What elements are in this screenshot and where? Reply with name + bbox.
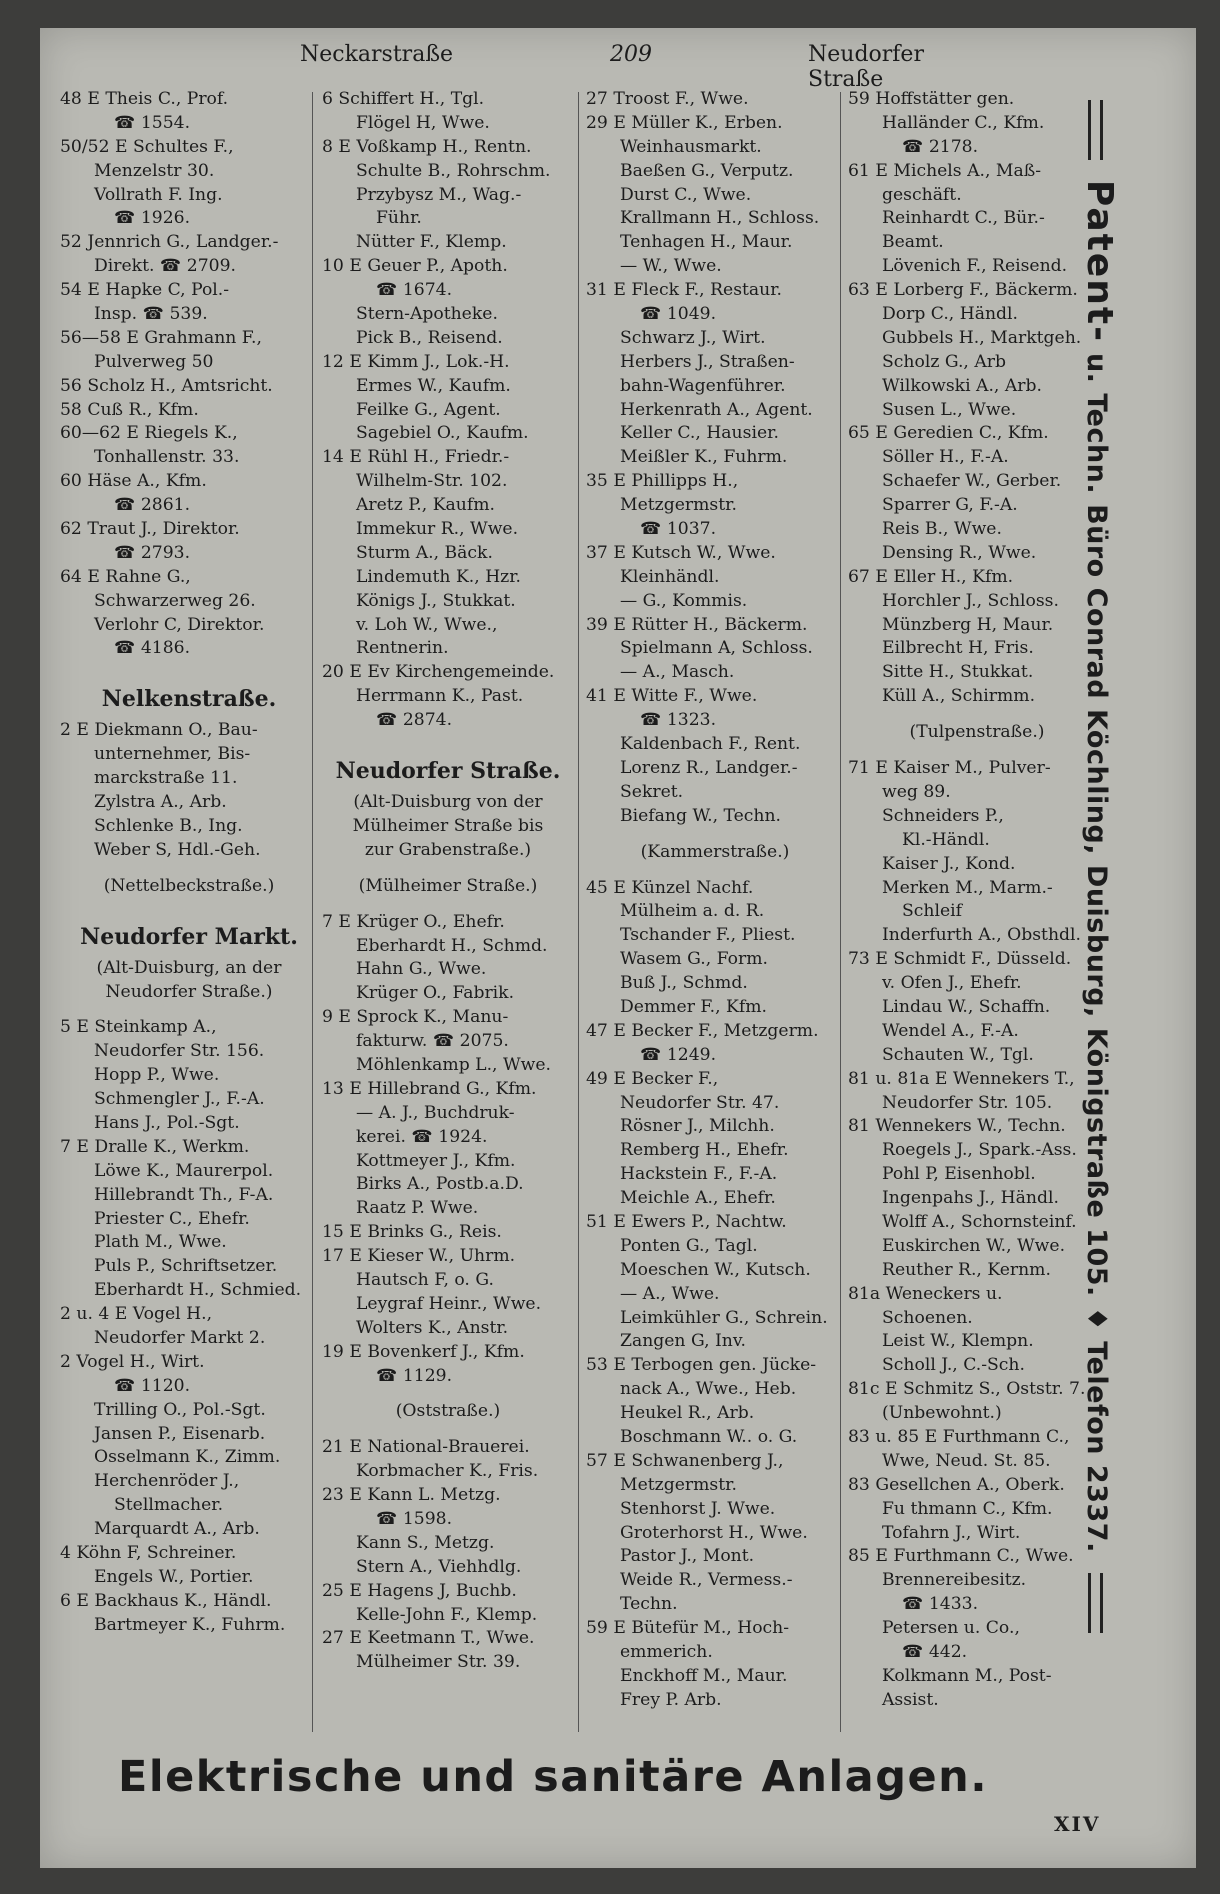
directory-entry: 39 E Rütter H., Bäckerm. [586,614,808,635]
directory-entry: Wendel A., F.-A. [882,1020,1019,1041]
directory-entry: Insp. ☎ 539. [94,304,208,325]
directory-entry: 62 Traut J., Direktor. [60,519,240,540]
directory-entry: v. Loh W., Wwe., [356,614,498,635]
directory-entry: Küll A., Schirmm. [882,686,1036,707]
street-note: (Tulpenstraße.) [909,722,1045,743]
directory-entry: 10 E Geuer P., Apoth. [322,256,508,277]
directory-entry: Weide R., Vermess.- [620,1570,793,1591]
directory-entry: Osselmann K., Zimm. [94,1447,281,1468]
directory-entry: Wolff A., Schornsteinf. [882,1211,1077,1232]
directory-entry: Zylstra A., Arb. [94,792,227,813]
directory-entry: Heukel R., Arb. [620,1403,755,1424]
directory-entry: Rösner J., Milchh. [620,1116,775,1137]
spacer [322,733,574,745]
directory-entry: 2 u. 4 E Vogel H., [60,1304,213,1325]
directory-entry: Sitte H., Stukkat. [882,662,1034,683]
directory-entry: 35 E Phillipps H., [586,471,739,492]
directory-entry: Tschander F., Pliest. [620,925,796,946]
directory-entry: 64 E Rahne G., [60,566,191,587]
directory-entry: ☎ 1674. [376,280,453,301]
directory-entry: Pick B., Reisend. [356,327,503,348]
directory-entry: Meißler K., Fuhrm. [620,447,788,468]
directory-entry: 29 E Müller K., Erben. [586,112,783,133]
directory-entry: Immekur R., Wwe. [356,519,519,540]
directory-entry: Ermes W., Kaufm. [356,375,511,396]
directory-entry: 85 E Furthmann C., Wwe. [848,1546,1074,1567]
directory-entry: — A., Masch. [620,662,735,683]
directory-entry: Zangen G, Inv. [620,1331,747,1352]
directory-entry: Weinhausmarkt. [620,136,762,157]
directory-entry: 8 E Voßkamp H., Rentn. [322,136,532,157]
directory-entry: 23 E Kann L. Metzg. [322,1485,501,1506]
directory-entry: Meichle A., Ehefr. [620,1188,776,1209]
directory-entry: Herbers J., Straßen- [620,351,795,372]
directory-entry: Neudorfer Str. 105. [882,1092,1053,1113]
directory-entry: v. Ofen J., Ehefr. [882,973,1022,994]
directory-entry: 59 Hoffstätter gen. [848,89,1015,109]
directory-entry: Hillebrandt Th., F-A. [94,1184,274,1205]
street-heading: Nelkenstraße. [101,686,277,713]
directory-entry: Wolters K., Anstr. [356,1317,509,1338]
directory-entry: Demmer F., Kfm. [620,996,767,1017]
directory-entry: ☎ 1129. [376,1365,453,1386]
directory-entry: Sekret. [620,781,684,802]
page-code: XIV [1054,1812,1101,1836]
directory-entry: Leimkühler G., Schrein. [620,1307,828,1328]
spacer [586,865,844,877]
side-ad-title: Patent- [1079,179,1120,344]
directory-entry: ☎ 1926. [114,208,191,229]
directory-entry: Schneiders P., [882,805,1004,826]
directory-entry: ☎ 1120. [114,1375,191,1396]
directory-entry: Frey P. Arb. [620,1689,722,1710]
page-number: 209 [610,42,652,67]
directory-entry: 9 E Sprock K., Manu- [322,1007,509,1028]
directory-entry: weg 89. [882,781,951,802]
directory-entry: Eilbrecht H, Fris. [882,638,1034,659]
directory-entry: 59 E Bütefür M., Hoch- [586,1618,790,1639]
directory-entry: — G., Kommis. [620,590,748,611]
directory-entry: Scholz G., Arb [882,351,1006,372]
directory-entry: Kaldenbach F., Rent. [620,734,801,755]
directory-entry: Kleinhändl. [620,566,720,587]
directory-entry: Mülheim a. d. R. [620,901,765,922]
directory-entry: 4 Köhn F, Schreiner. [60,1542,237,1563]
directory-entry: ☎ 2793. [114,542,191,563]
directory-entry: Euskirchen W., Wwe. [882,1235,1066,1256]
directory-entry: 81 u. 81a E Wennekers T., [848,1068,1075,1089]
directory-entry: Pastor J., Mont. [620,1546,755,1567]
directory-entry: 63 E Lorberg F., Bäckerm. [848,280,1078,301]
street-heading: Neudorfer Markt. [80,923,298,950]
directory-entry: Bartmeyer K., Fuhrm. [94,1614,286,1635]
directory-entry: Beamt. [882,232,944,253]
directory-entry: Leygraf Heinr., Wwe. [356,1293,542,1314]
directory-entry: Kann S., Metzg. [356,1532,495,1553]
directory-entry: ☎ 4186. [114,638,191,659]
street-note: (Alt-Duisburg von der [353,792,543,813]
spacer [322,1388,574,1400]
directory-entry: Lindemuth K., Hzr. [356,566,522,587]
directory-entry: Feilke G., Agent. [356,399,501,420]
directory-entry: Schauten W., Tgl. [882,1044,1034,1065]
street-note: (Kammerstraße.) [640,841,790,862]
directory-entry: Ponten G., Tagl. [620,1235,758,1256]
directory-entry: 12 E Kimm J., Lok.-H. [322,351,510,372]
directory-entry: Spielmann A, Schloss. [620,638,813,659]
directory-entry: Eberhardt H., Schmd. [356,935,548,956]
directory-entry: 54 E Hapke C, Pol.- [60,280,230,301]
directory-entry: emmerich. [620,1642,713,1662]
directory-entry: Reis B., Wwe. [882,519,1002,540]
directory-entry: 83 u. 85 E Furthmann C., [848,1426,1070,1447]
side-advertisement [1074,90,1120,1710]
directory-entry: Keller C., Hausier. [620,423,779,444]
directory-entry: 2 Vogel H., Wirt. [60,1351,205,1372]
directory-entry: fakturw. ☎ 2075. [356,1031,509,1052]
directory-entry: Wasem G., Form. [620,949,768,970]
street-note: (Nettelbeckstraße.) [103,875,275,896]
directory-entry: 13 E Hillebrand G., Kfm. [322,1078,537,1099]
directory-entry: 5 E Steinkamp A., [60,1017,217,1038]
directory-entry: 7 E Dralle K., Werkm. [60,1136,250,1157]
directory-entry: Halländer C., Kfm. [882,112,1045,133]
directory-column-1 [60,88,318,1638]
directory-entry: Schmengler J., F.-A. [94,1089,265,1110]
street-note: (Alt-Duisburg, an der [96,957,282,978]
directory-entry: 53 E Terbogen gen. Jücke- [586,1355,817,1376]
header-left-street: Neckarstraße [300,42,454,67]
directory-entry: Leist W., Klempn. [882,1331,1034,1352]
directory-entry: bahn-Wagenführer. [620,375,786,396]
directory-entry: Führ. [376,208,422,229]
directory-entry: 37 E Kutsch W., Wwe. [586,542,776,563]
directory-entry: Metzgermstr. [620,495,737,516]
directory-entry: — A., Wwe. [620,1283,720,1304]
directory-entry: Techn. [620,1594,678,1615]
side-ad-text: u. Techn. Büro Conrad Köchling, Duisburg, Königstraße 105. ♦ Telefon 2337. [1081,352,1112,1553]
directory-entry: geschäft. [882,184,962,205]
directory-entry: Herchenröder J., [94,1471,240,1492]
directory-entry: 56 Scholz H., Amtsricht. [60,375,273,396]
directory-entry: Puls P., Schriftsetzer. [94,1256,278,1277]
directory-entry: ☎ 1598. [376,1508,453,1529]
directory-entry: nack A., Wwe., Heb. [620,1379,797,1400]
spacer [60,899,318,911]
directory-entry: Lorenz R., Landger.- [620,757,798,778]
directory-entry: Krüger O., Fabrik. [356,983,515,1004]
directory-entry: 81a Weneckers u. [848,1283,1003,1304]
directory-entry: Stellmacher. [114,1495,224,1516]
spacer [586,829,844,841]
directory-entry: Biefang W., Techn. [620,805,782,826]
directory-entry: 27 Troost F., Wwe. [586,89,749,109]
directory-entry: 15 E Brinks G., Reis. [322,1222,502,1243]
directory-entry: Neudorfer Str. 156. [94,1041,265,1062]
directory-entry: Durst C., Wwe. [620,184,752,205]
directory-entry: Brennereibesitz. [882,1570,1027,1591]
footer-advertisement: Elektrische und sanitäre Anlagen. [118,1752,989,1802]
directory-entry: Stern-Apotheke. [356,304,498,325]
directory-entry: Hopp P., Wwe. [94,1065,220,1086]
directory-entry: Tofahrn J., Wirt. [882,1522,1021,1543]
directory-entry: Kelle-John F., Klemp. [356,1604,538,1625]
directory-entry: Susen L., Wwe. [882,399,1017,420]
directory-entry: ☎ 2874. [376,710,453,731]
directory-entry: ☎ 1049. [640,304,717,325]
directory-entry: Gubbels H., Marktgeh. [882,327,1082,348]
directory-entry: 20 E Ev Kirchengemeinde. [322,662,555,683]
directory-entry: Krallmann H., Schloss. [620,208,820,229]
directory-entry: 6 Schiffert H., Tgl. [322,89,485,109]
directory-entry: — A. J., Buchdruk- [356,1102,515,1123]
header-right-street: Neudorfer Straße [808,42,924,92]
directory-entry: Rentnerin. [356,638,449,659]
double-rule [1088,1573,1103,1633]
directory-entry: Korbmacher K., Fris. [356,1461,539,1482]
street-note: (Mülheimer Straße.) [358,875,538,896]
spacer [848,745,1106,757]
directory-entry: Przybysz M., Wag.- [356,184,522,205]
directory-entry: Stenhorst J. Wwe. [620,1498,776,1519]
street-heading: Neudorfer Straße. [335,758,561,785]
directory-entry: 25 E Hagens J, Buchb. [322,1580,517,1601]
directory-entry: 50/52 E Schultes F., [60,136,234,157]
directory-entry: Inderfurth A., Obsthdl. [882,925,1081,946]
street-note: zur Grabenstraße.) [364,839,532,860]
directory-entry: Schlenke B., Ing. [94,815,243,836]
directory-entry: Neudorfer Markt 2. [94,1327,266,1348]
directory-entry: 61 E Michels A., Maß- [848,160,1042,181]
spacer [322,1424,574,1436]
directory-entry: 47 E Becker F., Metzgerm. [586,1020,819,1041]
directory-entry: 57 E Schwanenberg J., [586,1450,784,1471]
directory-entry: Horchler J., Schloss. [882,590,1059,611]
directory-entry: Hans J., Pol.-Sgt. [94,1112,240,1133]
directory-entry: Reuther R., Kernm. [882,1259,1051,1280]
directory-entry: Petersen u. Co., [882,1618,1020,1639]
directory-entry: Boschmann W.. o. G. [620,1426,798,1447]
column-divider [578,92,579,1732]
directory-entry: Groterhorst H., Wwe. [620,1522,808,1543]
directory-column-2 [322,88,574,1675]
directory-entry: Weber S, Hdl.-Geh. [94,839,261,860]
directory-entry: Flögel H, Wwe. [356,112,490,133]
directory-entry: Kaiser J., Kond. [882,853,1016,874]
directory-entry: Tonhallenstr. 33. [94,447,240,468]
directory-entry: 52 Jennrich G., Landger.- [60,232,279,253]
directory-entry: Aretz P., Kaufm. [356,495,495,516]
directory-entry: Nütter F., Klemp. [356,232,507,253]
directory-entry: 60 Häse A., Kfm. [60,471,207,492]
street-note: (Oststraße.) [395,1401,501,1422]
directory-entry: ☎ 2178. [902,136,979,157]
directory-entry: Wilhelm-Str. 102. [356,471,508,492]
directory-entry: Lövenich F., Reisend. [882,256,1068,277]
directory-entry: Moeschen W., Kutsch. [620,1259,811,1280]
directory-entry: Scholl J., C.-Sch. [882,1355,1025,1376]
directory-entry: 14 E Rühl H., Friedr.- [322,447,510,468]
directory-entry: Birks A., Postb.a.D. [356,1174,524,1195]
directory-entry: Kottmeyer J., Kfm. [356,1150,516,1171]
spacer [322,863,574,875]
directory-entry: Stern A., Viehhdlg. [356,1556,522,1577]
directory-entry: 81c E Schmitz S., Oststr. 7. [848,1379,1086,1400]
directory-entry: 67 E Eller H., Kfm. [848,566,1014,587]
directory-entry: 27 E Keetmann T., Wwe. [322,1628,535,1649]
directory-entry: Engels W., Portier. [94,1566,254,1587]
directory-entry: Herkenrath A., Agent. [620,399,813,420]
directory-entry: Neudorfer Str. 47. [620,1092,780,1113]
directory-entry: 58 Cuß R., Kfm. [60,399,199,420]
directory-entry: Schulte B., Rohrschm. [356,160,551,181]
spacer [60,1004,318,1016]
directory-entry: Sturm A., Bäck. [356,542,493,563]
directory-entry: 17 E Kieser W., Uhrm. [322,1246,516,1267]
directory-entry: Jansen P., Eisenarb. [94,1423,266,1444]
directory-entry: Direkt. ☎ 2709. [94,256,236,277]
directory-entry: Eberhardt H., Schmied. [94,1280,302,1301]
directory-entry: Buß J., Schmd. [620,973,748,994]
directory-entry: Fu thmann C., Kfm. [882,1498,1053,1519]
directory-entry: Münzberg H, Maur. [882,614,1054,635]
spacer [60,661,318,673]
spacer [322,899,574,911]
directory-entry: 71 E Kaiser M., Pulver- [848,758,1051,779]
directory-entry: Schaefer W., Gerber. [882,471,1062,492]
directory-entry: Plath M., Wwe. [94,1232,227,1253]
directory-entry: 31 E Fleck F., Restaur. [586,280,783,301]
directory-entry: 45 E Künzel Nachf. [586,877,754,898]
spacer [60,863,318,875]
directory-entry: Sagebiel O., Kaufm. [356,423,529,444]
directory-entry: Schleif [902,901,962,922]
directory-entry: Vollrath F. Ing. [94,184,223,205]
directory-entry: unternehmer, Bis- [94,744,251,765]
directory-entry: Baeßen G., Verputz. [620,160,794,181]
directory-entry: 21 E National-Brauerei. [322,1437,530,1458]
directory-entry: Schwarz J., Wirt. [620,327,766,348]
directory-entry: Assist. [882,1689,939,1710]
directory-entry: Herrmann K., Past. [356,686,524,707]
directory-entry: Roegels J., Spark.-Ass. [882,1140,1077,1161]
directory-entry: 41 E Witte F., Wwe. [586,686,758,707]
directory-entry: Lindau W., Schaffn. [882,996,1051,1017]
directory-entry: 73 E Schmidt F., Düsseld. [848,949,1072,970]
directory-entry: Trilling O., Pol.-Sgt. [94,1399,266,1420]
spacer [848,709,1106,721]
directory-entry: ☎ 2861. [114,495,191,516]
directory-entry: Densing R., Wwe. [882,542,1037,563]
directory-entry: ☎ 1249. [640,1044,717,1065]
directory-entry: Metzgermstr. [620,1474,737,1495]
street-note: Mülheimer Straße bis [352,815,544,836]
directory-entry: Kolkmann M., Post- [882,1665,1052,1686]
directory-entry: 83 Gesellchen A., Oberk. [848,1474,1065,1495]
directory-entry: 65 E Geredien C., Kfm. [848,423,1049,444]
directory-entry: Remberg H., Ehefr. [620,1140,789,1161]
directory-entry: Merken M., Marm.- [882,877,1053,898]
directory-entry: Verlohr C, Direktor. [94,614,265,635]
double-rule [1088,100,1103,160]
directory-entry: Reinhardt C., Bür.- [882,208,1045,229]
directory-entry: Ingenpahs J., Händl. [882,1188,1059,1209]
directory-entry: Möhlenkamp L., Wwe. [356,1054,551,1075]
directory-entry: Enckhoff M., Maur. [620,1665,788,1686]
directory-entry: — W., Wwe. [620,256,722,277]
directory-entry: 56—58 E Grahmann F., [60,327,262,348]
directory-entry: Sparrer G, F.-A. [882,495,1018,516]
directory-entry: Mülheimer Str. 39. [356,1652,521,1673]
directory-entry: Tenhagen H., Maur. [620,232,793,253]
directory-entry: 2 E Diekmann O., Bau- [60,720,258,741]
directory-entry: 51 E Ewers P., Nachtw. [586,1211,787,1232]
directory-entry: 81 Wennekers W., Techn. [848,1116,1066,1137]
directory-entry: Hautsch F, o. G. [356,1269,494,1290]
directory-entry: Söller H., F.-A. [882,447,1009,468]
directory-entry: Hackstein F., F.-A. [620,1164,778,1185]
directory-entry: 49 E Becker F., [586,1068,719,1089]
directory-entry: 60—62 E Riegels K., [60,423,238,444]
directory-entry: marckstraße 11. [94,768,238,789]
directory-entry: ☎ 1554. [114,112,191,133]
directory-column-4 [848,88,1106,1713]
page-header [100,42,980,92]
directory-entry: 19 E Bovenkerf J., Kfm. [322,1341,525,1362]
directory-entry: 48 E Theis C., Prof. [60,89,229,109]
directory-entry: 7 E Krüger O., Ehefr. [322,911,505,932]
directory-entry: Pohl P, Eisenhobl. [882,1164,1036,1185]
directory-entry: Hahn G., Wwe. [356,959,487,980]
directory-entry: Raatz P. Wwe. [356,1198,479,1219]
directory-entry: ☎ 1037. [640,519,717,540]
street-note: Neudorfer Straße.) [105,981,273,1002]
directory-entry: Schwarzerweg 26. [94,590,256,611]
directory-entry: Dorp C., Händl. [882,304,1019,325]
directory-entry: (Unbewohnt.) [882,1403,1002,1424]
directory-entry: Löwe K., Maurerpol. [94,1160,274,1181]
directory-entry: Kl.-Händl. [902,829,990,850]
directory-entry: Wilkowski A., Arb. [882,375,1042,396]
directory-entry: Schoenen. [882,1307,973,1328]
directory-column-3 [586,88,844,1713]
directory-entry: Pulverweg 50 [94,351,214,372]
directory-entry: ☎ 1323. [640,710,717,731]
directory-entry: Priester C., Ehefr. [94,1208,250,1229]
directory-entry: Königs J., Stukkat. [356,590,516,611]
directory-entry: 6 E Backhaus K., Händl. [60,1590,272,1611]
directory-entry: kerei. ☎ 1924. [356,1126,488,1147]
directory-entry: Marquardt A., Arb. [94,1519,260,1540]
directory-entry: Wwe, Neud. St. 85. [882,1450,1051,1471]
directory-entry: ☎ 442. [902,1642,968,1662]
directory-entry: Menzelstr 30. [94,160,215,181]
directory-entry: ☎ 1433. [902,1594,979,1615]
